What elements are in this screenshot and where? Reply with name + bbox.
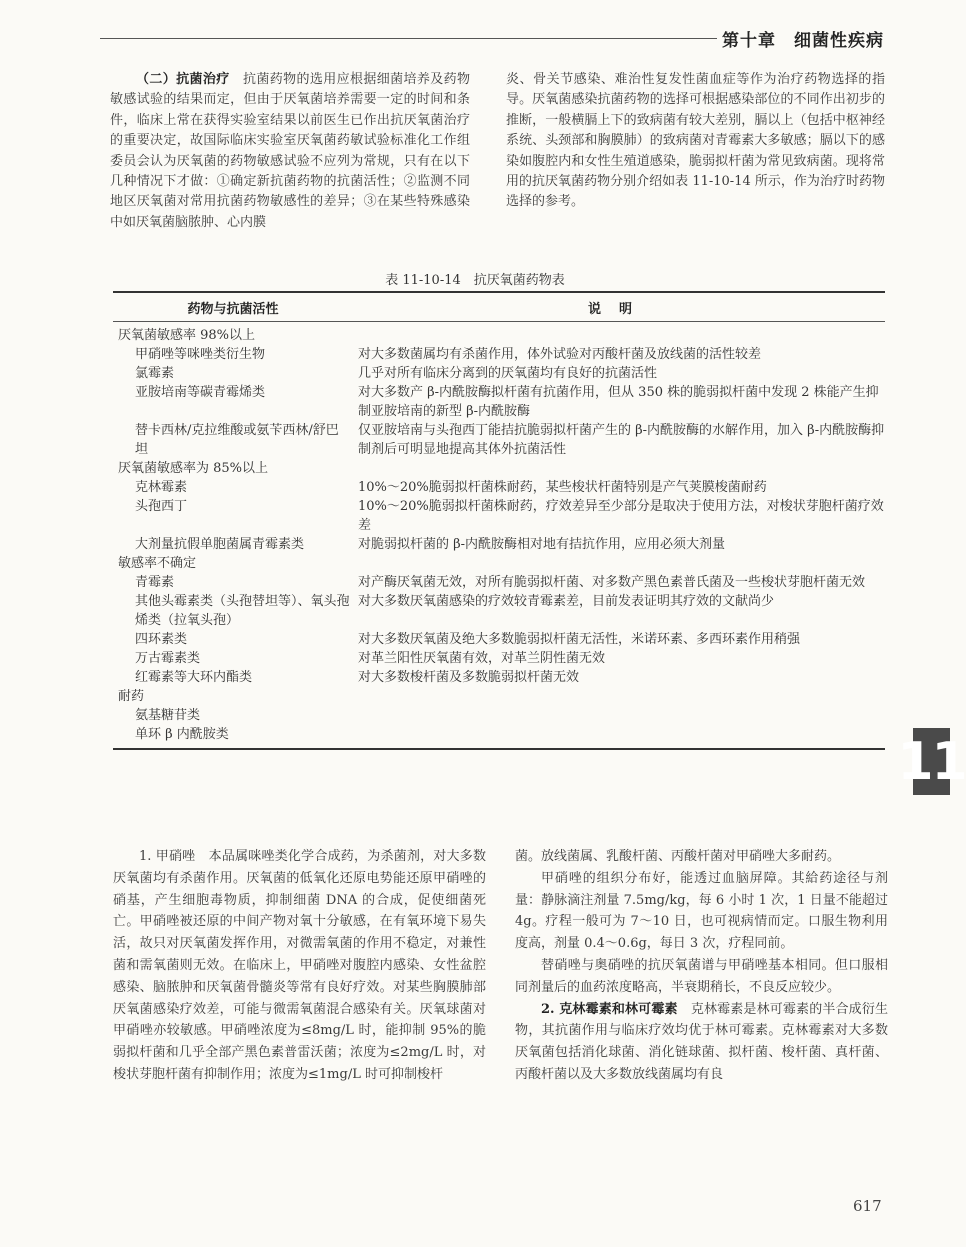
intro-left-text: 抗菌药物的选用应根据细菌培养及药物敏感试验的结果而定，但由于厌氧菌培养需要一定的时间和条件，临床上常在获得实验室结果以前医生已作出抗厌氧菌治疗的重要决定，故国际临床实验室厌氧菌药敏试验标准化工作组委员会认为厌氧菌的药物敏感试验不应列为常规，只有在以下几种情况下才做：①确定新抗菌药物的抗菌活性；②监测不同地区厌氧菌对常用抗菌药物敏感性的差异；③在某些特殊感染中如厌氧菌脑脓肿、心内膜 [110, 72, 470, 230]
table-row [113, 383, 885, 421]
table-header-drug: 药物与抗菌活性 [187, 301, 279, 317]
paragraph-continuation: 菌。放线菌属、乳酸杆菌、丙酸杆菌对甲硝唑大多耐药。 [515, 849, 841, 864]
note-cell: 对产酶厌氧菌无效，对所有脆弱拟杆菌、对多数产黑色素普氏菌及一些梭状芽胞杆菌无效 [358, 575, 866, 590]
body-right-column [515, 846, 888, 1086]
drug-cell: 红霉素等大环内酯类 [135, 670, 253, 685]
table-category-row [113, 459, 885, 478]
table-header-note: 说明 [587, 301, 650, 317]
antibiotic-table [113, 291, 885, 750]
section-heading: （二）抗菌治疗 [136, 72, 230, 87]
table-row [113, 345, 885, 364]
drug-cell: 克林霉素 [135, 480, 188, 495]
intro-paragraph [110, 70, 470, 233]
note-cell: 仅亚胺培南与头孢西丁能拮抗脆弱拟杆菌产生的 β-内酰胺酶的水解作用，加入 β-内酰胺酶抑制剂后可明显地提高其体外抗菌活性 [358, 423, 885, 457]
drug-cell: 青霉素 [135, 575, 175, 590]
note-cell: 对大多数厌氧菌及绝大多数脆弱拟杆菌无活性，米诺环素、多西环素作用稍强 [358, 632, 801, 647]
table-row [113, 497, 885, 535]
table-category-row [113, 326, 885, 345]
note-cell: 对大多数菌属均有杀菌作用，体外试验对丙酸杆菌及放线菌的活性较差 [358, 347, 762, 362]
drug-cell: 氨基糖苷类 [135, 708, 201, 723]
table-row [113, 630, 885, 649]
clindamycin-heading: 2. 克林霉素和林可霉素 [541, 1001, 678, 1017]
drug-cell: 厌氧菌敏感率为 85%以上 [118, 461, 269, 476]
chapter-title: 第十章 细菌性疾病 [722, 31, 884, 51]
tinidazole-paragraph: 替硝唑与奥硝唑的抗厌氧菌谱与甲硝唑基本相同。但口服相同剂量后的血药浓度略高，半衰期稍长，不良反应较少。 [515, 957, 888, 995]
table-body [113, 322, 885, 748]
table-row [113, 592, 885, 630]
table-header [113, 293, 885, 321]
drug-cell: 敏感率不确定 [118, 556, 197, 571]
drug-cell: 甲硝唑等咪唑类衍生物 [135, 347, 266, 362]
note-cell: 对脆弱拟杆菌的 β-内酰胺酶相对地有拮抗作用，应用必须大剂量 [358, 537, 726, 552]
table-category-row [113, 687, 885, 706]
drug-cell: 氯霉素 [135, 366, 175, 381]
drug-cell: 替卡西林/克拉维酸或氨苄西林/舒巴坦 [135, 423, 339, 457]
intro-right-column [506, 70, 885, 213]
drug-cell: 厌氧菌敏感率 98%以上 [118, 328, 256, 343]
chapter-side-tab: 11 [913, 728, 950, 795]
header-rule [100, 38, 717, 39]
drug-cell: 四环素类 [135, 632, 188, 647]
drug-cell: 亚胺培南等碳青霉烯类 [135, 385, 266, 400]
table-row [113, 364, 885, 383]
metronidazole-text: 本品属咪唑类化学合成药，为杀菌剂，对大多数厌氧菌均有杀菌作用。厌氧菌的低氧化还原电势能还原甲硝唑的硝基，产生细胞毒物质，抑制细菌 DNA 的合成，促使细菌死亡。甲硝唑被还原的中间产物对氧十分敏感，在有氧环境下易失活，故只对厌氧菌发挥作用，对微需氧菌的作用不稳定，对兼性菌和需氧菌则无效。在临床上，甲硝唑对腹腔内感染、女性盆腔感染、脑脓肿和厌氧菌骨髓炎等常有良好疗效。对某些胸膜肺部厌氧菌感染疗效差，可能与微需氧菌混合感染有关。厌氧球菌对甲硝唑亦较敏感。甲硝唑浓度为≤8mg/L 时，能抑制 95%的脆弱拟杆菌和几乎全部产黑色素普雷沃菌；浓度为≤2mg/L 时，对梭状芽胞杆菌有抑制作用；浓度为≤1mg/L 时可抑制梭杆 [113, 849, 486, 1082]
dosage-paragraph: 甲硝唑的组织分布好，能透过血脑屏障。其給药途径与剂量：静脉滴注剂量 7.5mg/kg，每 6 小时 1 次，1 日量不能超过 4g。疗程一般可为 7～10 日，也可视病情而定。口服生物利用度高，剂量 0.4～0.6g，每日 3 次，疗程同前。 [515, 870, 888, 952]
note-cell [358, 706, 885, 725]
metronidazole-heading: 1. 甲硝唑 [139, 849, 196, 864]
note-cell: 几乎对所有临床分离到的厌氧菌均有良好的抗菌活性 [358, 366, 658, 381]
table-row [113, 706, 885, 725]
note-cell: 10%～20%脆弱拟杆菌株耐药，疗效差异至少部分是取决于使用方法，对梭状芽胞杆菌疗效差 [358, 499, 884, 533]
table-row [113, 668, 885, 687]
metronidazole-paragraph [113, 846, 486, 1086]
note-cell: 对大多数厌氧菌感染的疗效较青霉素差，目前发表证明其疗效的文献尚少 [358, 594, 775, 609]
table-row [113, 535, 885, 554]
intro-left-column [110, 70, 470, 233]
drug-cell: 万古霉素类 [135, 651, 201, 666]
table-row [113, 421, 885, 459]
table-row [113, 725, 885, 744]
drug-cell: 头孢西丁 [135, 499, 188, 514]
drug-cell: 其他头霉素类（头孢替坦等）、氧头孢烯类（拉氧头孢） [135, 594, 350, 628]
note-cell: 10%～20%脆弱拟杆菌株耐药，某些梭状杆菌特别是产气荚膜梭菌耐药 [358, 480, 767, 495]
page-number: 617 [853, 1197, 882, 1215]
body-left-column [113, 846, 486, 1086]
table-row [113, 478, 885, 497]
table-caption: 表 11-10-14 抗厌氧菌药物表 [385, 273, 565, 288]
table-category-row [113, 554, 885, 573]
note-cell: 对大多数产 β-内酰胺酶拟杆菌有抗菌作用，但从 350 株的脆弱拟杆菌中发现 2 株能产生抑制亚胺培南的新型 β-内酰胺酶 [358, 385, 879, 419]
drug-cell: 单环 β 内酰胺类 [135, 727, 229, 742]
note-cell [358, 725, 885, 744]
table-bottom-rule [113, 748, 885, 750]
clindamycin-paragraph [515, 999, 888, 1086]
drug-cell: 大剂量抗假单胞菌属青霉素类 [135, 537, 305, 552]
note-cell: 对大多数梭杆菌及多数脆弱拟杆菌无效 [358, 670, 580, 685]
table-row [113, 573, 885, 592]
intro-right-text: 炎、骨关节感染、难治性复发性菌血症等作为治疗药物选择的指导。厌氧菌感染抗菌药物的选择可根据感染部位的不同作出初步的推断，一般横膈上下的致病菌有较大差别，膈以上（包括中枢神经系统、头颈部和胸膜肺）的致病菌对青霉素大多敏感；膈以下的感染如腹腔内和女性生殖道感染，脆弱拟杆菌为常见致病菌。现将常用的抗厌氧菌药物分别介绍如表 11-10-14 所示，作为治疗时药物选择的参考。 [506, 72, 885, 210]
clindamycin-text: 克林霉素是林可霉素的半合成衍生物，其抗菌作用与临床疗效均优于林可霉素。克林霉素对大多数厌氧菌包括消化球菌、消化链球菌、拟杆菌、梭杆菌、真杆菌、丙酸杆菌以及大多数放线菌属均有良 [515, 1001, 888, 1082]
drug-cell: 耐药 [118, 689, 145, 704]
note-cell: 对革兰阳性厌氧菌有效，对革兰阴性菌无效 [358, 651, 606, 666]
table-row [113, 649, 885, 668]
